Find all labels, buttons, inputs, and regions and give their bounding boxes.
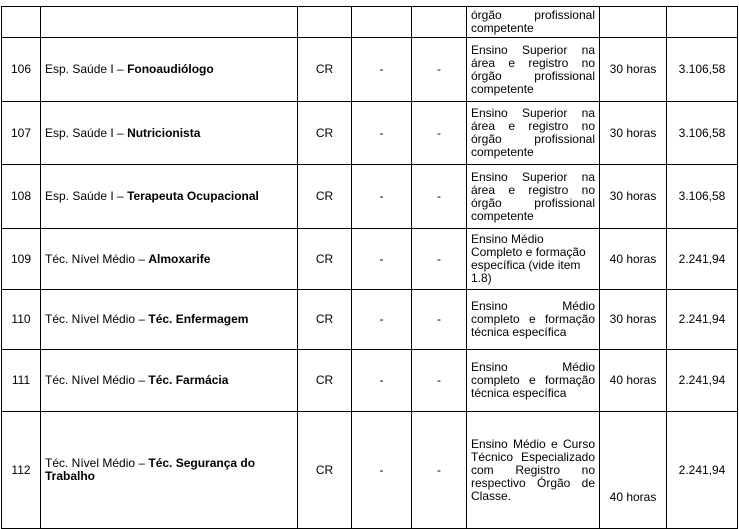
reserve-cell-2: -: [412, 290, 467, 350]
position-cell: [41, 290, 298, 350]
row-number-cell: [2, 7, 41, 38]
row-number-cell: 111: [2, 350, 41, 412]
requirements-cell: órgão profissional competente: [467, 7, 600, 38]
hours-cell: 30 horas: [600, 102, 667, 165]
row-number-cell: 108: [2, 165, 41, 229]
position-prefix: Esp. Saúde I –: [45, 125, 128, 140]
position-title: Fonoaudiólogo: [127, 62, 214, 76]
hours-cell: 40 horas: [600, 229, 667, 290]
reserve-cell-2: -: [412, 102, 467, 165]
position-cell: [41, 350, 298, 412]
reserve-cell-2: -: [412, 412, 467, 529]
position-cell: [41, 102, 298, 165]
hours-cell: 40 horas: [600, 412, 667, 529]
position-prefix: Téc. Nível Médio –: [45, 312, 149, 326]
row-number-cell: 106: [2, 38, 41, 102]
position-prefix: Esp. Saúde I –: [45, 189, 128, 203]
requirements-cell: Ensino Médio completo e formação técnica específica: [467, 350, 600, 412]
vacancies-cell: CR: [298, 165, 352, 229]
row-number-cell: 110: [2, 290, 41, 350]
salary-cell: [667, 7, 738, 38]
position-title: Téc. Segurança do Trabalho: [45, 456, 256, 483]
requirements-cell: Ensino Médio e Curso Técnico Especializado com Registro no respectivo Órgão de Classe.: [467, 412, 600, 529]
salary-cell: 3.106,58: [667, 38, 738, 102]
position-cell: [41, 165, 298, 229]
salary-cell: 3.106,58: [667, 102, 738, 165]
row-number-cell: 107: [2, 102, 41, 165]
reserve-cell-1: -: [352, 412, 412, 529]
hours-cell: 30 horas: [600, 165, 667, 229]
table-row: [2, 412, 738, 529]
salary-cell: 2.241,94: [667, 229, 738, 290]
row-number-cell: 112: [2, 412, 41, 529]
vacancies-cell: CR: [298, 350, 352, 412]
hours-cell: 30 horas: [600, 38, 667, 102]
position-prefix: Téc. Nível Médio –: [45, 251, 149, 266]
table-row: [2, 38, 738, 102]
row-number-cell: 109: [2, 229, 41, 290]
reserve-cell-2: [412, 7, 467, 38]
hours-cell: [600, 7, 667, 38]
position-title: Téc. Farmácia: [148, 373, 229, 387]
table-row: [2, 165, 738, 229]
position-prefix: Téc. Nível Médio –: [45, 373, 149, 387]
requirements-cell: Ensino Médio completo e formação técnica específica: [467, 290, 600, 350]
vacancies-cell: CR: [298, 102, 352, 165]
table-row: [2, 229, 738, 290]
position-cell: [41, 7, 298, 38]
table-row: [2, 290, 738, 350]
reserve-cell-1: -: [352, 350, 412, 412]
reserve-cell-2: -: [412, 38, 467, 102]
reserve-cell-2: -: [412, 350, 467, 412]
reserve-cell-1: -: [352, 38, 412, 102]
vacancies-cell: CR: [298, 38, 352, 102]
position-title: Almoxarife: [148, 251, 211, 266]
salary-cell: 2.241,94: [667, 350, 738, 412]
table-row-continuation: [2, 7, 738, 38]
hours-cell: 40 horas: [600, 350, 667, 412]
position-cell: [41, 38, 298, 102]
position-title: Nutricionista: [127, 125, 201, 140]
table-row: [2, 350, 738, 412]
requirements-cell: Ensino Superior na área e registro no órgão profissional competente: [467, 102, 600, 165]
reserve-cell-1: -: [352, 290, 412, 350]
salary-cell: 3.106,58: [667, 165, 738, 229]
reserve-cell-1: [352, 7, 412, 38]
salary-cell: 2.241,94: [667, 412, 738, 529]
requirements-cell: Ensino Superior na área e registro no órgão profissional competente: [467, 165, 600, 229]
vacancies-cell: [298, 7, 352, 38]
position-cell: [41, 412, 298, 529]
reserve-cell-1: -: [352, 165, 412, 229]
reserve-cell-1: -: [352, 102, 412, 165]
requirements-cell: Ensino Superior na área e registro no órgão profissional competente: [467, 38, 600, 102]
reserve-cell-1: -: [352, 229, 412, 290]
positions-table: [1, 6, 738, 529]
position-title: Téc. Enfermagem: [148, 312, 249, 326]
position-title: Terapeuta Ocupacional: [127, 189, 259, 203]
requirements-cell: Ensino Médio Completo e formação específica (vide item 1.8): [467, 229, 600, 290]
vacancies-cell: CR: [298, 290, 352, 350]
position-prefix: Téc. Nível Médio –: [45, 456, 149, 470]
table-row: [2, 102, 738, 165]
reserve-cell-2: -: [412, 165, 467, 229]
hours-cell: 30 horas: [600, 290, 667, 350]
position-prefix: Esp. Saúde I –: [45, 62, 128, 76]
vacancies-cell: CR: [298, 229, 352, 290]
salary-cell: 2.241,94: [667, 290, 738, 350]
vacancies-cell: CR: [298, 412, 352, 529]
position-cell: [41, 229, 298, 290]
reserve-cell-2: -: [412, 229, 467, 290]
